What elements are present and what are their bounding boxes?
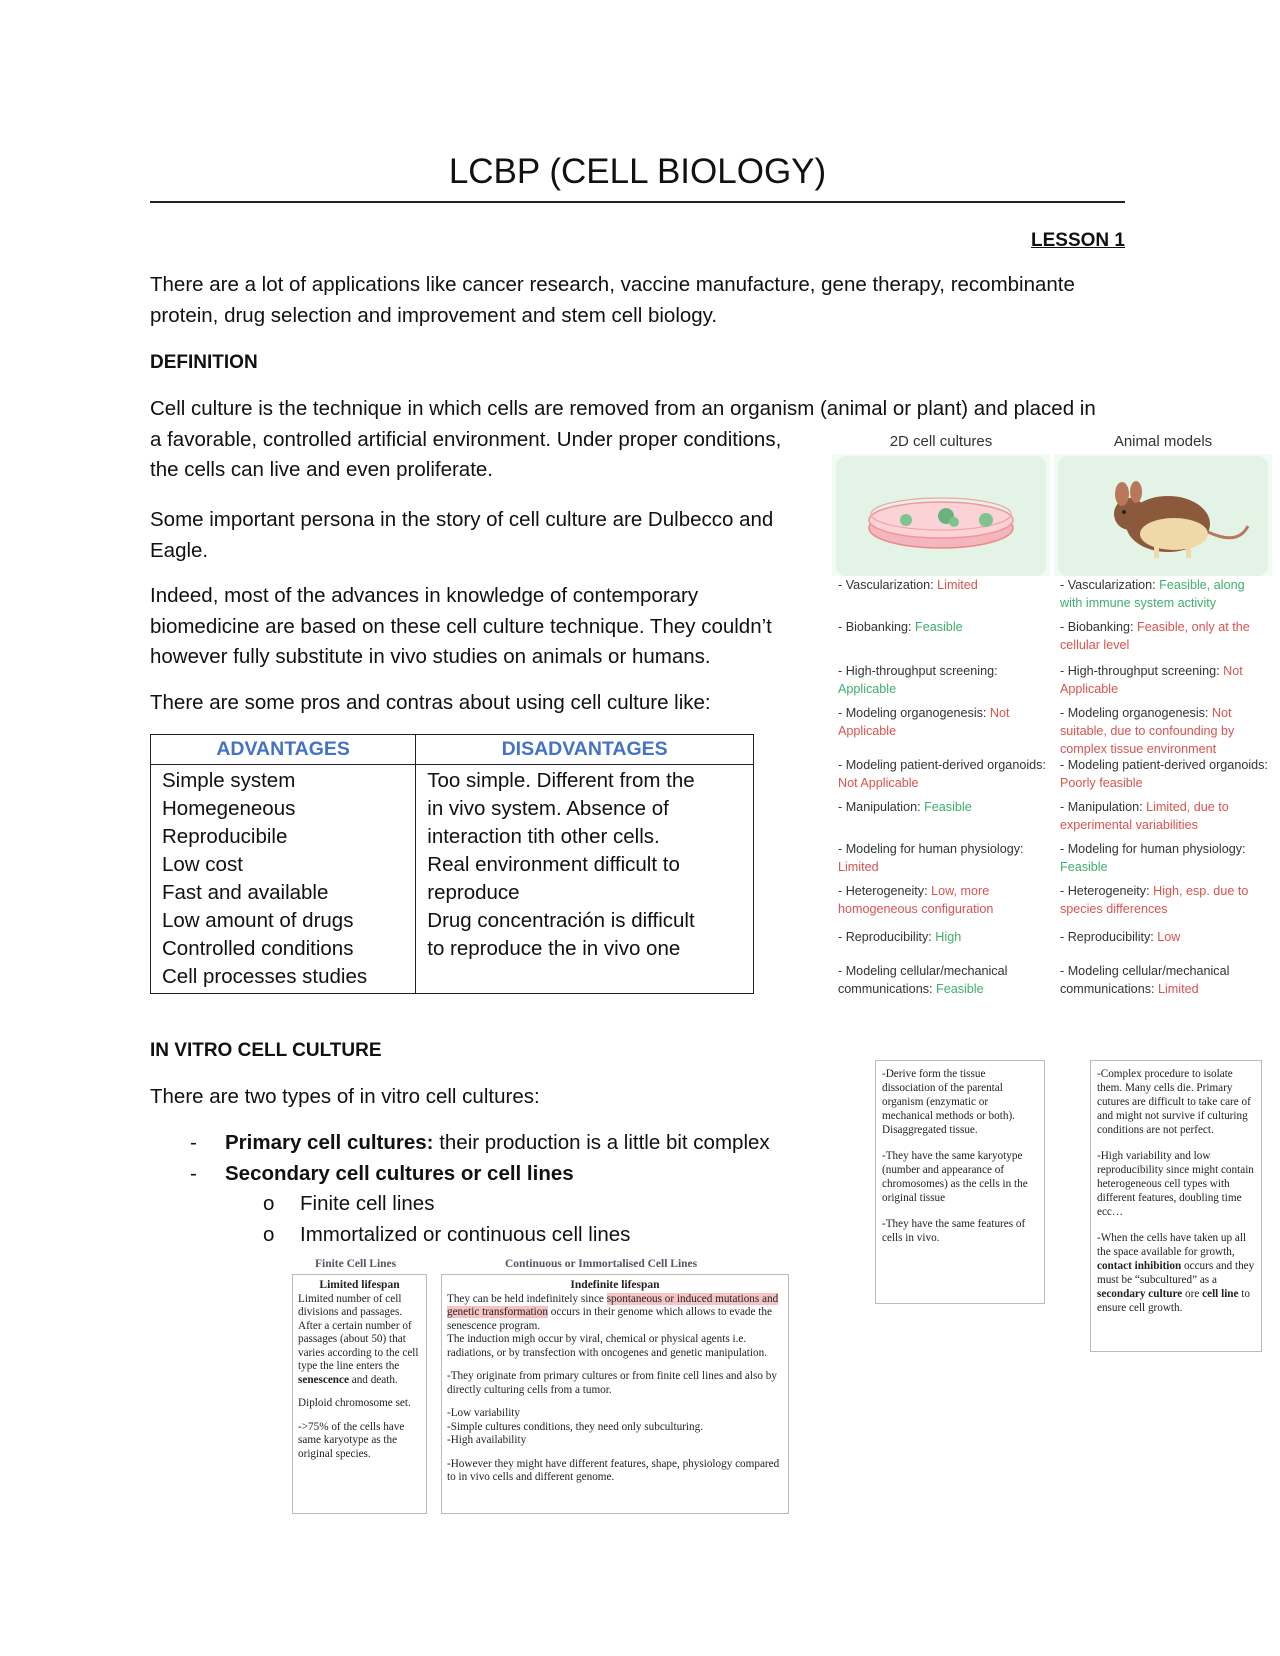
persona-paragraph: Some important persona in the story of cell culture are Dulbecco and Eagle. [150, 508, 774, 562]
petri-dish-illustration [836, 456, 1046, 576]
property-label: - High-throughput screening: [1060, 664, 1224, 678]
disadvantage-line: reproduce [427, 881, 520, 904]
property-row [838, 798, 1048, 816]
disadvantages-cell [416, 765, 754, 994]
finite-lifespan-heading: Limited lifespan [319, 1279, 400, 1291]
property-value: Feasible [915, 620, 963, 634]
property-value: Feasible [1060, 860, 1108, 874]
finite-cell-lines-box [292, 1274, 427, 1514]
property-row [838, 662, 1048, 698]
property-row [838, 840, 1048, 876]
column-animal-models [1054, 430, 1272, 1028]
property-label: - Biobanking: [1060, 620, 1138, 634]
finite-paragraph: ->75% of the cells have same karyotype as the original species. [298, 1420, 405, 1460]
2d-culture-properties [832, 576, 1050, 1028]
primary-features-note [875, 1060, 1045, 1304]
property-value: Feasible [924, 800, 972, 814]
advances-paragraph: Indeed, most of the advances in knowledge of contemporary biomedicine are based on these cell culture technique. They couldn’t however fully substitute in vivo studies on animals or humans. [150, 584, 772, 668]
property-label: - Modeling for human physiology: [838, 842, 1024, 856]
property-label: - Heterogeneity: [838, 884, 932, 898]
note-paragraph: -Complex procedure to isolate them. Many cells die. Primary cutures are difficult to take care of and might not survive if culturing conditions are not perfect. [1097, 1068, 1251, 1136]
cell-lines-sublist [225, 1189, 770, 1250]
property-row [1060, 662, 1270, 698]
primary-desc: their production is a little bit complex [433, 1131, 770, 1154]
property-value: Feasible [936, 982, 984, 996]
property-row [838, 928, 1048, 946]
property-value: Limited [838, 860, 879, 874]
property-label: - Heterogeneity: [1060, 884, 1154, 898]
list-item-secondary: - Secondary cell cultures or cell lines o Finite cell lines o Immortalized or continuous cell lines [190, 1159, 770, 1251]
culture-types-list [190, 1128, 770, 1250]
primary-label: Primary cell cultures: [225, 1131, 434, 1154]
in-vitro-heading: IN VITRO CELL CULTURE [150, 1040, 382, 1061]
sublist-item: o Finite cell lines [263, 1192, 435, 1215]
property-label: - Modeling patient-derived organoids: [1060, 758, 1268, 772]
property-row [1060, 798, 1270, 834]
property-label: - Reproducibility: [838, 930, 936, 944]
types-intro: There are two types of in vitro cell cultures: [150, 1085, 540, 1108]
definition-heading: DEFINITION [150, 352, 258, 373]
advantage-item: Cell processes studies [162, 965, 368, 988]
property-row [1060, 928, 1270, 946]
property-label: - Modeling organogenesis: [838, 706, 990, 720]
property-value: Not Applicable [1060, 664, 1243, 696]
column-title: 2D cell cultures [832, 430, 1050, 454]
indefinite-lifespan-heading: Indefinite lifespan [570, 1279, 660, 1291]
property-row [1060, 704, 1270, 758]
property-row [1060, 618, 1270, 654]
continuous-cell-lines-title: Continuous or Immortalised Cell Lines [505, 1258, 698, 1270]
list-item-primary: - Primary cell cultures: their production is a little bit complex [190, 1131, 770, 1154]
property-value: Not Applicable [838, 776, 919, 790]
petri-dish-icon [836, 456, 1046, 576]
intro-paragraph: There are a lot of applications like cancer research, vaccine manufacture, gene therapy, recombinante protein, drug selection and improvement and stem cell biology. [150, 273, 1075, 327]
property-label: - Modeling for human physiology: [1060, 842, 1246, 856]
property-row [838, 576, 1048, 594]
property-value: Not Applicable [838, 706, 1010, 738]
advantage-item: Controlled conditions [162, 937, 354, 960]
advantage-item: Low amount of drugs [162, 909, 354, 932]
disadvantage-line: Too simple. Different from the [427, 769, 695, 792]
continuous-paragraph: -Low variability -Simple cultures conditions, they need only subculturing. -High availability [447, 1407, 704, 1446]
property-label: - Modeling organogenesis: [1060, 706, 1212, 720]
continuous-paragraph: -However they might have different features, shape, physiology compared to in vivo cells and different genome. [447, 1457, 780, 1483]
property-label: - Biobanking: [838, 620, 916, 634]
advantage-item: Simple system [162, 769, 296, 792]
property-value: Limited, due to experimental variabilities [1060, 800, 1229, 832]
definition-line-1: Cell culture is the technique in which cells are removed from an organism (animal or plant) and placed in [150, 397, 1096, 420]
title-divider [150, 201, 1125, 203]
continuous-cell-lines-box [441, 1274, 789, 1514]
property-row [1060, 576, 1270, 612]
note-paragraph: -Derive form the tissue dissociation of the parental organism (enzymatic or mechanical methods or both). Disaggregated tissue. [882, 1068, 1015, 1136]
disadvantage-line: Drug concentración is difficult [427, 909, 695, 932]
advantage-item: Homegeneous [162, 797, 296, 820]
property-value: Limited [937, 578, 978, 592]
pros-intro-paragraph: There are some pros and contras about using cell culture like: [150, 691, 711, 714]
property-row [838, 882, 1048, 918]
continuous-paragraph: -They originate from primary cultures or from finite cell lines and also by directly culturing cells from a tumor. [447, 1370, 777, 1396]
advantages-cell [151, 765, 416, 994]
mouse-illustration [1058, 456, 1268, 576]
property-row [838, 704, 1048, 740]
property-value: Feasible, only at the cellular level [1060, 620, 1250, 652]
definition-line-2: a favorable, controlled artificial environment. Under proper conditions, the cells can live and even proliferate. [150, 427, 782, 481]
property-value: High [935, 930, 962, 944]
comparison-figure [832, 430, 1272, 1028]
property-value: Low [1157, 930, 1181, 944]
property-label: - Manipulation: [838, 800, 925, 814]
note-paragraph: -High variability and low reproducibility since might contain heterogeneous cell types with different features, doubling time ecc… [1097, 1150, 1254, 1218]
property-value: Limited [1158, 982, 1199, 996]
property-row [1060, 962, 1270, 998]
finite-paragraph: Limited number of cell divisions and passages. After a certain number of passages (about 50) that varies according to the cell type the line enters the senescence and death. [298, 1292, 419, 1386]
note-paragraph: -They have the same karyotype (number and appearance of chromosomes) as the cells in the original tissue [882, 1150, 1028, 1204]
property-label: - Reproducibility: [1060, 930, 1158, 944]
property-value: Feasible, along with immune system activity [1060, 578, 1245, 610]
property-row [838, 618, 1048, 636]
property-row [1060, 840, 1270, 876]
pros-cons-table [150, 734, 754, 994]
page-title: LCBP (CELL BIOLOGY) [448, 152, 827, 191]
sublist-item: o Immortalized or continuous cell lines [263, 1222, 631, 1246]
property-row [838, 962, 1048, 998]
property-row [1060, 882, 1270, 918]
advantage-item: Fast and available [162, 881, 329, 904]
property-label: - Modeling cellular/mechanical communications: [1060, 964, 1230, 996]
advantages-header: ADVANTAGES [151, 735, 416, 765]
property-label: - Manipulation: [1060, 800, 1147, 814]
property-value: High, esp. due to species differences [1060, 884, 1249, 916]
advantage-item: Reproducibile [162, 825, 288, 848]
lesson-label: LESSON 1 [1031, 230, 1125, 251]
column-2d-cultures [832, 430, 1050, 1028]
property-label: - Vascularization: [1060, 578, 1160, 592]
disadvantage-line: Real environment difficult to [427, 853, 680, 876]
note-paragraph: -When the cells have taken up all the space available for growth, contact inhibition occurs and they must be “subcultured” as a secondary culture ore cell line to ensure cell growth. [1097, 1232, 1255, 1314]
disadvantages-header: DISADVANTAGES [416, 735, 754, 765]
finite-cell-lines-title: Finite Cell Lines [315, 1258, 397, 1270]
finite-paragraph: Diploid chromosome set. [298, 1397, 411, 1409]
advantage-item: Low cost [162, 853, 243, 876]
disadvantage-line: interaction tith other cells. [427, 825, 660, 848]
property-row [838, 756, 1048, 792]
property-label: - Vascularization: [838, 578, 938, 592]
column-title: Animal models [1054, 430, 1272, 454]
property-value: Poorly feasible [1060, 776, 1143, 790]
disadvantage-line: in vivo system. Absence of [427, 797, 669, 820]
secondary-label: Secondary cell cultures or cell lines [225, 1161, 574, 1185]
property-label: - Modeling cellular/mechanical communications: [838, 964, 1008, 996]
disadvantage-line: to reproduce the in vivo one [427, 937, 681, 960]
property-value: Applicable [838, 682, 897, 696]
note-paragraph: -They have the same features of cells in vivo. [882, 1218, 1026, 1244]
highlighted-text: spontaneous or induced mutations and genetic transformation [447, 1292, 779, 1318]
animal-model-properties [1054, 576, 1272, 1028]
property-row [1060, 756, 1270, 792]
mouse-icon [1058, 456, 1268, 576]
primary-limits-note [1090, 1060, 1262, 1352]
continuous-paragraph: They can be held indefinitely since spontaneous or induced mutations and genetic transformation occurs in their genome which allows to evade the senescence program. The induction migh occur by viral, chemical or physical agents i.e. radiations, or by transfection with oncogenes and genetic manipulation. [447, 1292, 779, 1359]
property-label: - High-throughput screening: [838, 664, 998, 678]
property-value: Not suitable, due to confounding by complex tissue environment [1060, 706, 1235, 756]
property-value: Low, more homogeneous configuration [838, 884, 994, 916]
property-label: - Modeling patient-derived organoids: [838, 758, 1046, 772]
